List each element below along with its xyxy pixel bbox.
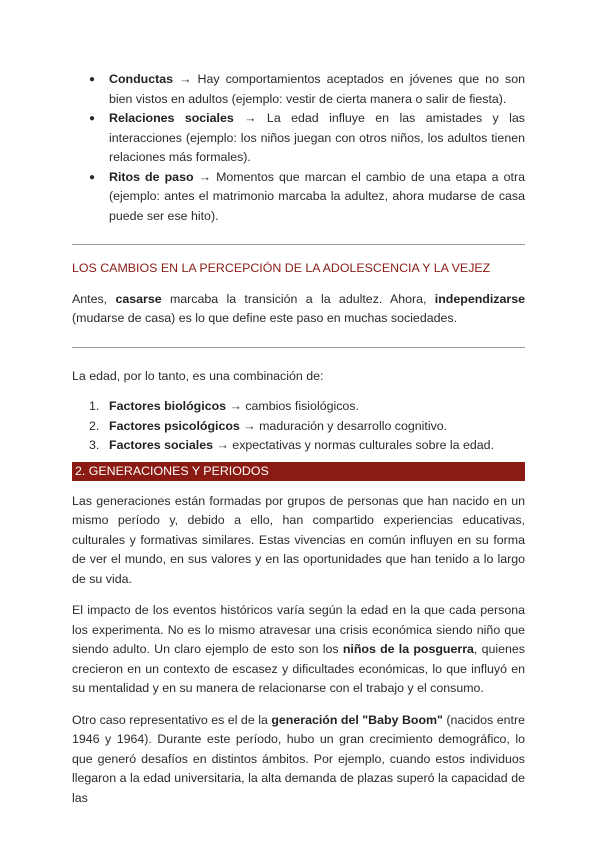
- paragraph: Antes, casarse marcaba la transición a la adultez. Ahora, independizarse (mudarse de casa) es lo que define este paso en muchas sociedades.: [72, 291, 525, 325]
- list-item: ● Relaciones sociales → La edad influye en las amistades y las interacciones (ejemplo: los niños juegan con otros niños, los adultos tienen relaciones más formales).: [89, 111, 525, 164]
- bullet-list: [72, 70, 525, 226]
- section-heading-band: 2. GENERACIONES Y PERIODOS: [72, 462, 525, 481]
- list-item: ● Ritos de paso → Momentos que marcan el cambio de una etapa a otra (ejemplo: antes el matrimonio marcaba la adultez, ahora mudarse de casa puede ser ese hito).: [89, 169, 525, 223]
- list-item: 3. Factores sociales → expectativas y normas culturales sobre la edad.: [89, 438, 495, 452]
- list-item: 2. Factores psicológicos → maduración y desarrollo cognitivo.: [89, 418, 448, 433]
- list-item: 1. Factores biológicos → cambios fisiológicos.: [89, 399, 359, 413]
- list-item: ● Conductas → Hay comportamientos aceptados en jóvenes que no son bien vistos en adultos (ejemplo: vestir de cierta manera o salir de fiesta).: [89, 72, 525, 106]
- divider: [72, 244, 525, 245]
- divider: [72, 347, 525, 348]
- paragraph: Las generaciones están formadas por grupos de personas que han nacido en un mismo período y, debido a ello, han compartido experiencias educativas, culturales y formativas similares. Estas vivencias en común influyen en su forma de ver el mundo, en sus valores y en las oportunidades que han tenido a lo largo de su vida.: [72, 493, 525, 586]
- bullet-icon: ●: [89, 113, 96, 124]
- page-content: [72, 70, 525, 808]
- bullet-icon: ●: [89, 171, 96, 183]
- bullet-icon: ●: [89, 74, 96, 85]
- paragraph: Otro caso representativo es el de la generación del "Baby Boom" (nacidos entre 1946 y 1964). Durante este período, hubo un gran crecimiento demográfico, lo que generó desafíos en distintos ámbitos. Por ejemplo, cuando estos individuos llegaron a la edad universitaria, la alta demanda de plazas superó la capacidad de las: [72, 712, 525, 805]
- paragraph: La edad, por lo tanto, es una combinación de:: [72, 368, 324, 383]
- section-heading: LOS CAMBIOS EN LA PERCEPCIÓN DE LA ADOLESCENCIA Y LA VEJEZ: [72, 261, 491, 275]
- factor-list: [72, 397, 525, 456]
- paragraph: El impacto de los eventos históricos varía según la edad en la que cada persona los experimenta. No es lo mismo atravesar una crisis económica siendo niño que siendo adulto. Un claro ejemplo de esto son los niños de la posguerra, quienes crecieron en un contexto de escasez y dificultades económicas, lo que influyó en su mentalidad y en su manera de relacionarse con el trabajo y el consumo.: [72, 603, 525, 695]
